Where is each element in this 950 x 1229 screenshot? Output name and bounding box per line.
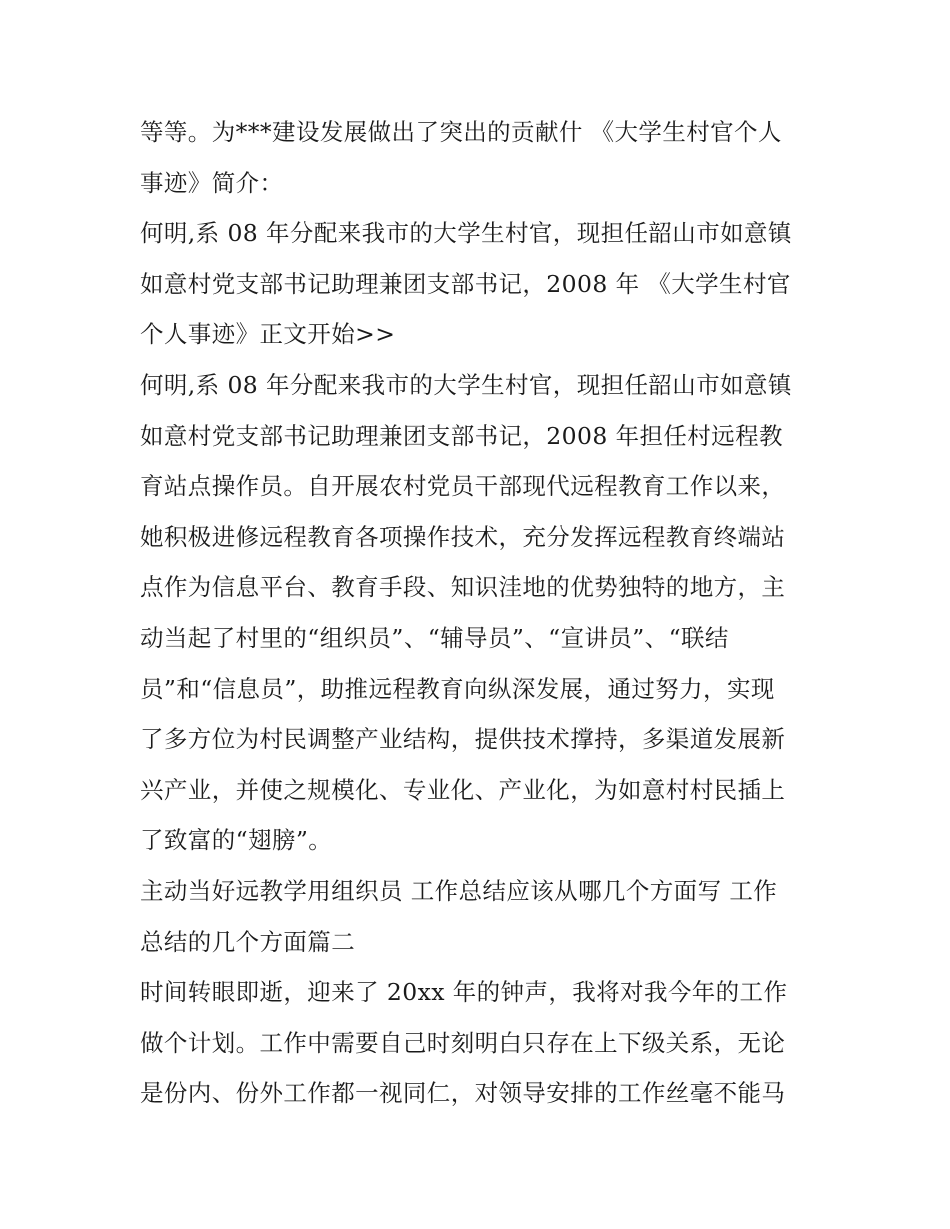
body-text [140, 107, 820, 1119]
text-line: 主动当好远教学用组织员 工作总结应该从哪几个方面写 工作 [140, 876, 778, 905]
text-line: 总结的几个方面篇二 [140, 927, 356, 956]
text-line: 事迹》简介： [140, 168, 284, 197]
text-line: 育站点操作员。自开展农村党员干部现代远程教育工作以来， [140, 472, 786, 501]
text-line: 了多方位为村民调整产业结构，提供技术撑持，多渠道发展新 [140, 725, 786, 754]
text-line: 如意村党支部书记助理兼团支部书记，2008 年 《大学生村官 [140, 269, 791, 298]
text-line: 了致富的“翅膀”。 [140, 826, 333, 855]
text-line: 如意村党支部书记助理兼团支部书记，2008 年担任村远程教 [140, 421, 783, 450]
text-line: 时间转眼即逝，迎来了 20xx 年的钟声，我将对我今年的工作 [140, 978, 788, 1007]
text-line: 等等。为***建设发展做出了突出的贡献什 《大学生村官个人 [140, 118, 782, 146]
text-line: 是份内、份外工作都一视同仁，对领导安排的工作丝毫不能马 [140, 1079, 786, 1108]
text-line: 动当起了村里的“组织员”、“辅导员”、“宣讲员”、“联结 [140, 623, 729, 652]
text-line: 何明,系 08 年分配来我市的大学生村官，现担任韶山市如意镇 [140, 370, 792, 399]
text-line: 何明,系 08 年分配来我市的大学生村官，现担任韶山市如意镇 [140, 219, 792, 248]
text-line: 点作为信息平台、教育手段、知识洼地的优势独特的地方，主 [140, 573, 786, 602]
text-line: 员”和“信息员”，助推远程教育向纵深发展，通过努力，实现 [140, 674, 775, 703]
text-line: 个人事迹》正文开始>> [140, 320, 396, 349]
text-line: 做个计划。工作中需要自己时刻明白只存在上下级关系，无论 [140, 1028, 786, 1057]
text-line: 她积极进修远程教育各项操作技术，充分发挥远程教育终端站 [140, 522, 786, 551]
text-line: 兴产业，并使之规模化、专业化、产业化，为如意村村民插上 [140, 775, 786, 804]
